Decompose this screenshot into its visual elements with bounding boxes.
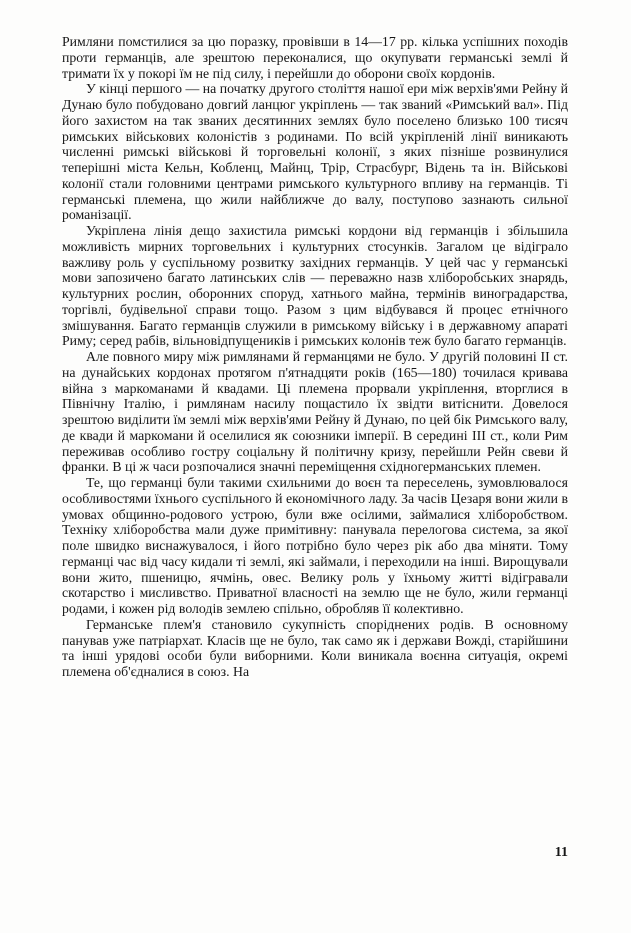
paragraph: Те, що германці були такими схильними до воєн та переселень, зумовлювалося особливостями їхнього суспільного й економічного ладу. За часів Цезаря вони жили в умовах общинно-родового устрою, були вже осілими, займалися хліборобством. Техніку хліборобства мали дуже примітивну: панувала перелогова система, за якої поле швидко виснажувалося, і його потрібно було через рік або два міняти. Тому германці час від часу кидали ті землі, які займали, і переходили на інші. Вирощували вони жито, пшеницю, ячмінь, овес. Велику роль у їхньому житті відігравали скотарство і мисливство. Приватної власності на землю ще не було, жили германці родами, і кожен рід володів землею спільно, обробляв її колективно. xyxy=(62,475,568,616)
body-text xyxy=(62,34,568,680)
paragraph: Але повного миру між римлянами й германцями не було. У другій половині II ст. на дунайських кордонах протягом п'ятнадцяти років (165—180) точилася кривава війна з маркоманами й квадами. Ці племена прорвали укріплення, вторглися в Північну Італію, і римлянам насилу пощастило їх звідти витіснити. Довелося зрештою виділити їм землі між верхів'ями Рейну й Дунаю, по цей бік Римського валу, де квади й маркомани й оселилися як союзники імперії. В середині III ст., коли Рим переживав особливо гостру соціальну й політичну кризу, перейшли Рейн свеви й франки. В ці ж часи розпочалися значні переміщення східногерманських племен. xyxy=(62,349,568,475)
paragraph: У кінці першого — на початку другого століття нашої ери між верхів'ями Рейну й Дунаю було побудовано довгий ланцюг укріплень — так званий «Римський вал». Під його захистом на так званих десятинних землях було поселено близько 100 тисяч римських військових колоністів з родинами. По всій укріпленій лінії виникають численні римські військові й торговельні колонії, з яких пізніше розвинулися теперішні міста Кельн, Кобленц, Майнц, Трір, Страсбург, Відень та ін. Військові колонії стали головними центрами римського культурного впливу на германців. Ті германські племена, що жили найближче до валу, поступово зазнають сильної романізації. xyxy=(62,81,568,223)
page-number: 11 xyxy=(554,845,568,860)
paragraph: Германське плем'я становило сукупність споріднених родів. В основному панував уже патріархат. Класів ще не було, так само як і держави Вожді, старійшини та інші урядові особи були виборними. Коли виникала воєнна ситуація, окремі племена об'єдналися в союз. На xyxy=(62,616,568,679)
paragraph: Римляни помстилися за цю поразку, провівши в 14—17 рр. кілька успішних походів проти германців, але зрештою переконалися, що окупувати германські землі й тримати їх у покорі їм не під силу, і перейшли до оборони своїх кордонів. xyxy=(62,34,568,81)
paragraph: Укріплена лінія дещо захистила римські кордони від германців і збільшила можливість мирних торговельних і культурних стосунків. Загалом це відіграло важливу роль у суспільному розвитку західних германців. У цей час у германські мови запозичено багато латинських слів — переважно назв хліборобських знарядь, культурних рослин, оборонних споруд, хатнього майна, термінів виноградарства, торгівлі, будівельної справи тощо. Разом з цим відбувався й процес етнічного змішування. Багато германців служили в римському війську і в державному апараті Риму; серед рабів, вільновідпущеників і римських колонів теж було багато германців. xyxy=(62,223,568,349)
